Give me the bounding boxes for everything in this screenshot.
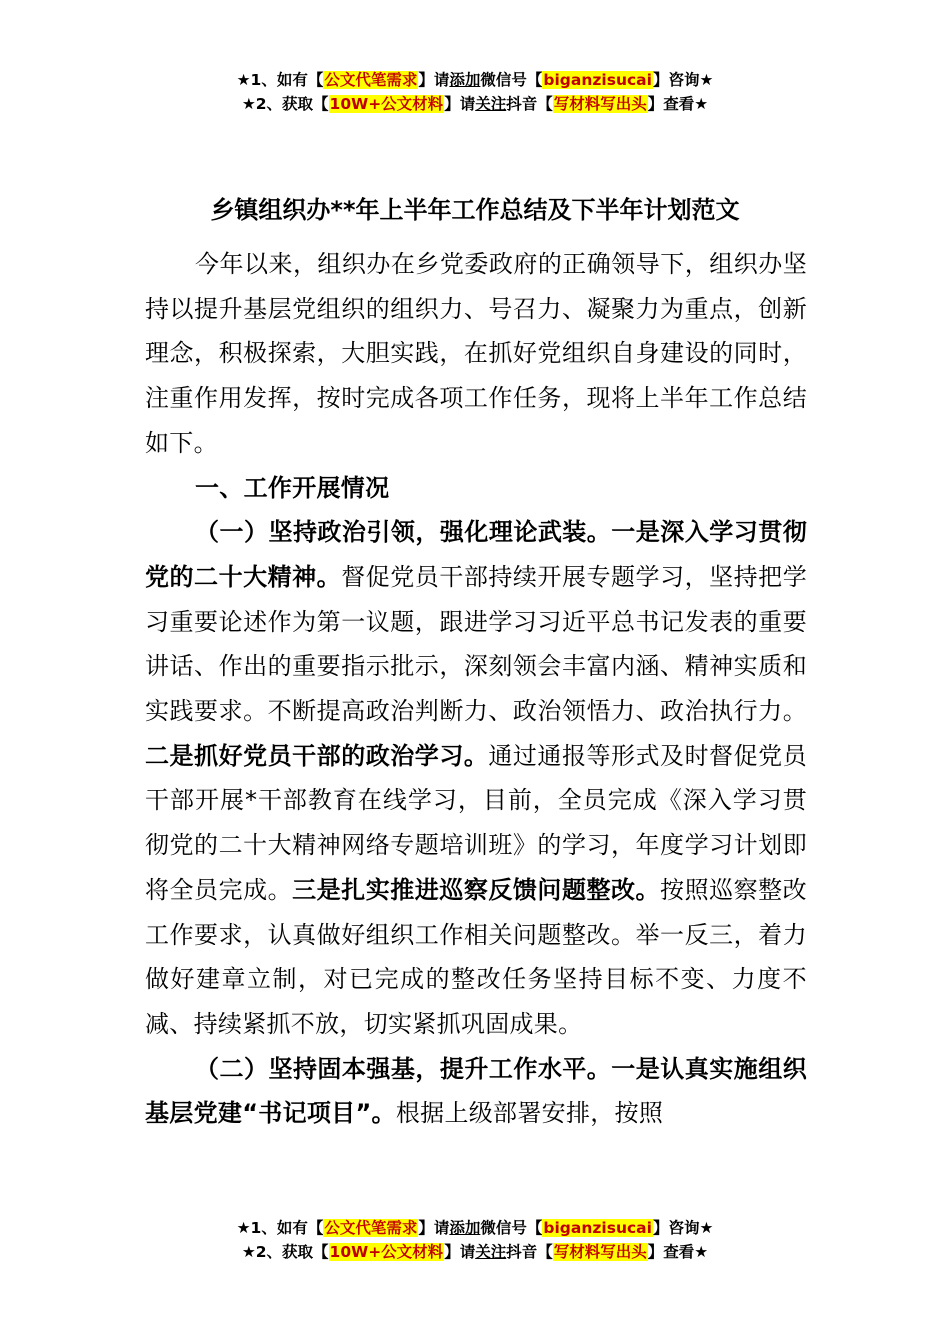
document-title: 乡镇组织办**年上半年工作总结及下半年计划范文 [210,196,740,224]
header-banner [0,68,950,116]
highlight-douyin: 写材料写出头 [553,95,647,113]
banner-line-1: ★1、如有【公文代笔需求】请添加微信号【biganzisucai】咨询★ [236,71,714,89]
section-2-lead: （二）坚持固本强基，提升工作水平。一是认真实施组织基层党建“书记项目”。 [145,1054,807,1128]
point-2-heading: 二是抓好党员干部的政治学习。 [145,741,489,770]
highlight-materials: 10W+公文材料 [329,1243,444,1261]
section-1-paragraph: （一）坚持政治引领，强化理论武装。一是深入学习贯彻党的二十大精神。督促党员干部持续开展专题学习，坚持把学习重要论述作为第一议题，跟进学习习近平总书记发表的重要讲话、作出的重要指示批示，深刻领会丰富内涵、精神实质和实践要求。不断提高政治判断力、政治领悟力、政治执行力。二是抓好党员干部的政治学习。通过通报等形式及时督促党员干部开展*干部教育在线学习，目前，全员完成《深入学习贯彻党的二十大精神网络专题培训班》的学习，年度学习计划即将全员完成。三是扎实推进巡察反馈问题整改。按照巡察整改工作要求，认真做好组织工作相关问题整改。举一反三，着力做好建章立制，对已完成的整改任务坚持目标不变、力度不减、持续紧抓不放，切实紧抓巩固成果。 [145,518,807,1038]
banner-line-2: ★2、获取【10W+公文材料】请关注抖音【写材料写出头】查看★ [241,95,709,113]
footer-banner [0,1216,950,1264]
highlight-service: 公文代笔需求 [324,71,418,89]
document-body [145,242,807,1136]
highlight-douyin: 写材料写出头 [553,1243,647,1261]
section-1-lead: （一）坚持政治引领，强化理论武装。一是深入学习贯彻党的二十大精神。 [145,518,807,591]
highlight-service: 公文代笔需求 [324,1219,418,1237]
highlight-materials: 10W+公文材料 [329,95,444,113]
section-2-paragraph: （二）坚持固本强基，提升工作水平。一是认真实施组织基层党建“书记项目”。根据上级部署安排，按照 [145,1054,807,1128]
section-heading: 一、工作开展情况 [195,473,390,502]
highlight-wechat-id: biganzisucai [543,1219,652,1237]
banner-line-1: ★1、如有【公文代笔需求】请添加微信号【biganzisucai】咨询★ [236,1219,714,1237]
intro-paragraph: 今年以来，组织办在乡党委政府的正确领导下，组织办坚持以提升基层党组织的组织力、号召力、凝聚力为重点，创新理念，积极探索，大胆实践，在抓好党组织自身建设的同时，注重作用发挥，按时完成各项工作任务，现将上半年工作总结如下。 [145,250,807,457]
highlight-wechat-id: biganzisucai [543,71,652,89]
banner-line-2: ★2、获取【10W+公文材料】请关注抖音【写材料写出头】查看★ [241,1243,709,1261]
point-3-heading: 三是扎实推进巡察反馈问题整改。 [292,875,661,904]
